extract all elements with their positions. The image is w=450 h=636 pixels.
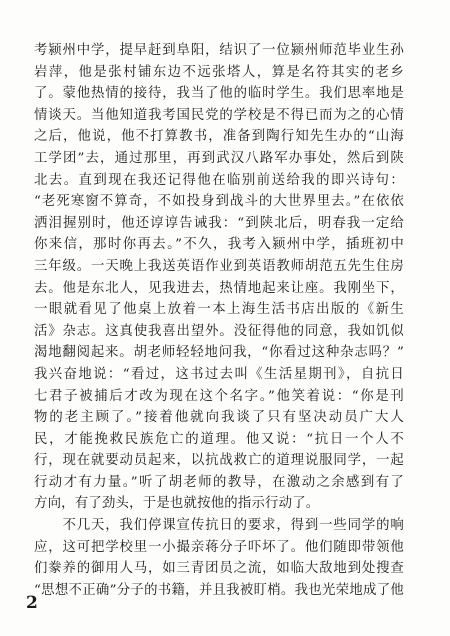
text-line: 七君子被捕后才改为现在这个名字。”他笑着说：“你是刊	[34, 388, 404, 404]
text-line: 了。蒙他热情的接待，我当了他的临时学生。我们思率地是	[34, 86, 404, 102]
text-line: 们豢养的御用人马，如三青团员之流，如临大敌地到处搜查	[34, 561, 404, 577]
text-line: 考颍州中学，提早赶到阜阳，结识了一位颍州师范毕业生孙	[34, 43, 404, 58]
text-line: 北去。直到现在我还记得他在临别前送给我的即兴诗句：	[34, 172, 404, 188]
text-line: 民，才能挽救民族危亡的道理。他又说：“抗日一个人不	[34, 431, 404, 447]
text-line: 我兴奋地说：“看过，这书过去叫《生活星期刊》，自抗日	[34, 366, 404, 382]
text-line: 去。他是东北人，见我进去，热情地起来让座。我刚坐下，	[34, 280, 404, 296]
text-line: 工学团”去，通过那里，再到武汉八路军办事处，然后到陕	[34, 150, 404, 166]
text-line: 洒泪握别时，他还谆谆告诫我：“到陕北后，明春我一定给	[34, 215, 404, 231]
text-line: 行，现在就要动员起来，以抗战救亡的道理说服同学，一起	[34, 453, 404, 469]
text-line: 物的老主顾了。”接着他就向我谈了只有坚决动员广大人	[34, 410, 404, 426]
text-line: 一眼就看见了他桌上放着一本上海生活书店出版的《新生	[34, 302, 404, 318]
text-line: 不几天，我们停课宣传抗日的要求，得到一些同学的响	[34, 518, 404, 534]
text-line: 岩萍，他是张村铺东边不远张塔人，算是名符其实的老乡	[34, 64, 404, 80]
body-text	[34, 40, 404, 601]
text-line: 行动才有力量。”听了胡老师的教导，在激动之余感到有了	[34, 474, 404, 490]
text-line: “老死寒窗不算奇，不如投身到战斗的大世界里去。”在依依	[34, 194, 404, 210]
text-line: 情谈天。当他知道我考国民党的学校是不得已而为之的心情	[34, 107, 404, 123]
text-line: 你来信，那时你再去。”不久，我考入颍州中学，插班初中	[34, 237, 404, 253]
text-line: 应，这可把学校里一小撮亲蒋分子吓坏了。他们随即带领他	[34, 539, 404, 555]
text-line: 方向，有了劲头，于是也就按他的指示行动了。	[34, 496, 320, 512]
page-number: 2	[26, 593, 38, 613]
text-line: 三年级。一天晚上我送英语作业到英语教师胡范五先生住房	[34, 258, 404, 274]
text-line: “思想不正确”分子的书籍，并且我被盯梢。我也光荣地成了他	[34, 582, 404, 598]
text-line: 活》杂志。这真使我喜出望外。没征得他的同意，我如饥似	[34, 323, 404, 339]
text-line: 渴地翻阅起来。胡老师轻轻地问我，“你看过这种杂志吗？”	[34, 345, 404, 361]
text-line: 之后，他说，他不打算教书，准备到陶行知先生办的“山海	[34, 129, 404, 145]
